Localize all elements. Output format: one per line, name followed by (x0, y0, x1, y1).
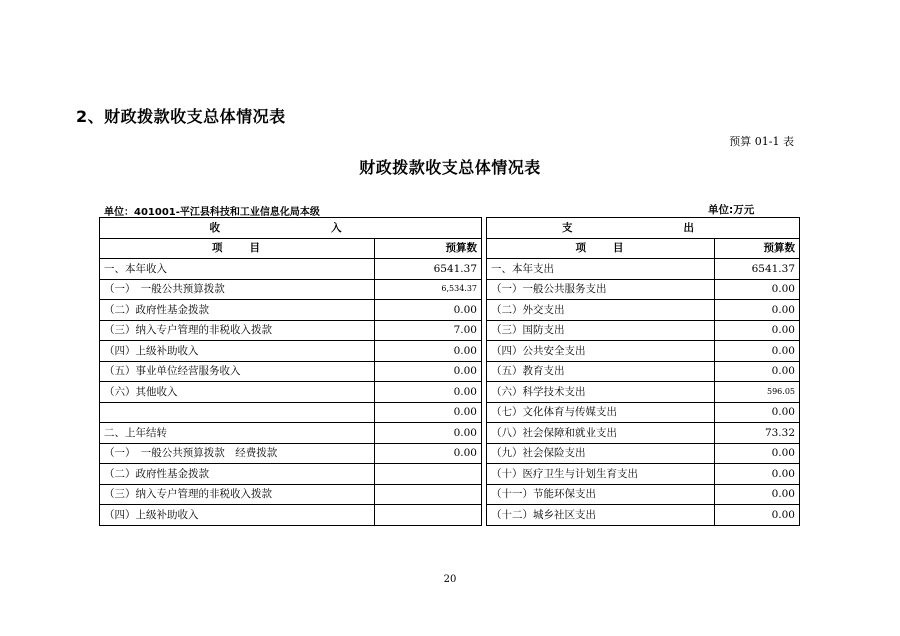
table-row (100, 484, 800, 505)
expense-amount: 0.00 (715, 320, 800, 341)
income-amount: 0.00 (375, 361, 482, 382)
table-row (100, 505, 800, 526)
form-number: 预算 01-1 表 (729, 135, 794, 148)
income-amount: 0.00 (375, 443, 482, 464)
income-amount: 6541.37 (375, 259, 482, 280)
income-amount: 0.00 (375, 423, 482, 444)
expense-item: （七）文化体育与传媒支出 (487, 402, 715, 423)
income-amount: 0.00 (375, 402, 482, 423)
table-row (100, 361, 800, 382)
income-item: （三）纳入专户管理的非税收入拨款 (100, 320, 375, 341)
expense-item: （十）医疗卫生与计划生育支出 (487, 464, 715, 485)
table-row (100, 300, 800, 321)
income-item: （四）上级补助收入 (100, 505, 375, 526)
header-row-1 (100, 218, 800, 239)
income-item: （一） 一般公共预算拨款 (100, 279, 375, 300)
table-row (100, 402, 800, 423)
income-amount: 6,534.37 (375, 279, 482, 300)
income-item: 二、上年结转 (100, 423, 375, 444)
income-amount: 7.00 (375, 320, 482, 341)
table-row (100, 382, 800, 403)
expense-item: （十一）节能环保支出 (487, 484, 715, 505)
expense-amount: 0.00 (715, 464, 800, 485)
income-item: （二）政府性基金拨款 (100, 300, 375, 321)
table-row (100, 259, 800, 280)
table-row (100, 279, 800, 300)
expense-item: （四）公共安全支出 (487, 341, 715, 362)
income-header: 收 入 (100, 218, 482, 239)
page-number: 20 (443, 574, 457, 585)
expense-amount: 596.05 (715, 382, 800, 403)
expense-amount: 0.00 (715, 484, 800, 505)
expense-amount: 0.00 (715, 443, 800, 464)
income-item: （二）政府性基金拨款 (100, 464, 375, 485)
expense-header: 支 出 (487, 218, 800, 239)
expense-item: （一）一般公共服务支出 (487, 279, 715, 300)
income-amount (375, 484, 482, 505)
expense-amount: 0.00 (715, 505, 800, 526)
expense-amount: 73.32 (715, 423, 800, 444)
income-item-header: 项 目 (100, 238, 375, 259)
table-row (100, 443, 800, 464)
income-amount: 0.00 (375, 300, 482, 321)
expense-budget-header: 预算数 (715, 238, 800, 259)
currency-label: 单位:万元 (708, 204, 755, 216)
table-row (100, 341, 800, 362)
page-title: 财政拨款收支总体情况表 (359, 158, 541, 177)
expense-item: （二）外交支出 (487, 300, 715, 321)
expense-amount: 0.00 (715, 341, 800, 362)
income-item: （一） 一般公共预算拨款 经费拨款 (100, 443, 375, 464)
expense-item: （九）社会保险支出 (487, 443, 715, 464)
table-row (100, 423, 800, 444)
expense-amount: 0.00 (715, 279, 800, 300)
header-row-2 (100, 238, 800, 259)
expense-item: 一、本年支出 (487, 259, 715, 280)
expense-item: （六）科学技术支出 (487, 382, 715, 403)
income-amount (375, 464, 482, 485)
income-amount (375, 505, 482, 526)
income-item: （四）上级补助收入 (100, 341, 375, 362)
section-heading: 2、财政拨款收支总体情况表 (76, 107, 286, 126)
expense-item: （八）社会保障和就业支出 (487, 423, 715, 444)
table-row (100, 320, 800, 341)
expense-item: （五）教育支出 (487, 361, 715, 382)
expense-item-header: 项 目 (487, 238, 715, 259)
income-item: （五）事业单位经营服务收入 (100, 361, 375, 382)
income-item: （六）其他收入 (100, 382, 375, 403)
income-item: （三）纳入专户管理的非税收入拨款 (100, 484, 375, 505)
expense-amount: 0.00 (715, 402, 800, 423)
income-item: 一、本年收入 (100, 259, 375, 280)
table-row (100, 464, 800, 485)
income-budget-header: 预算数 (375, 238, 482, 259)
expense-item: （三）国防支出 (487, 320, 715, 341)
income-item (100, 402, 375, 423)
expense-item: （十二）城乡社区支出 (487, 505, 715, 526)
income-amount: 0.00 (375, 341, 482, 362)
income-amount: 0.00 (375, 382, 482, 403)
expense-amount: 6541.37 (715, 259, 800, 280)
unit-label: 单位：401001-平江县科技和工业信息化局本级 (104, 207, 320, 218)
expense-amount: 0.00 (715, 300, 800, 321)
budget-table (99, 217, 800, 526)
expense-amount: 0.00 (715, 361, 800, 382)
